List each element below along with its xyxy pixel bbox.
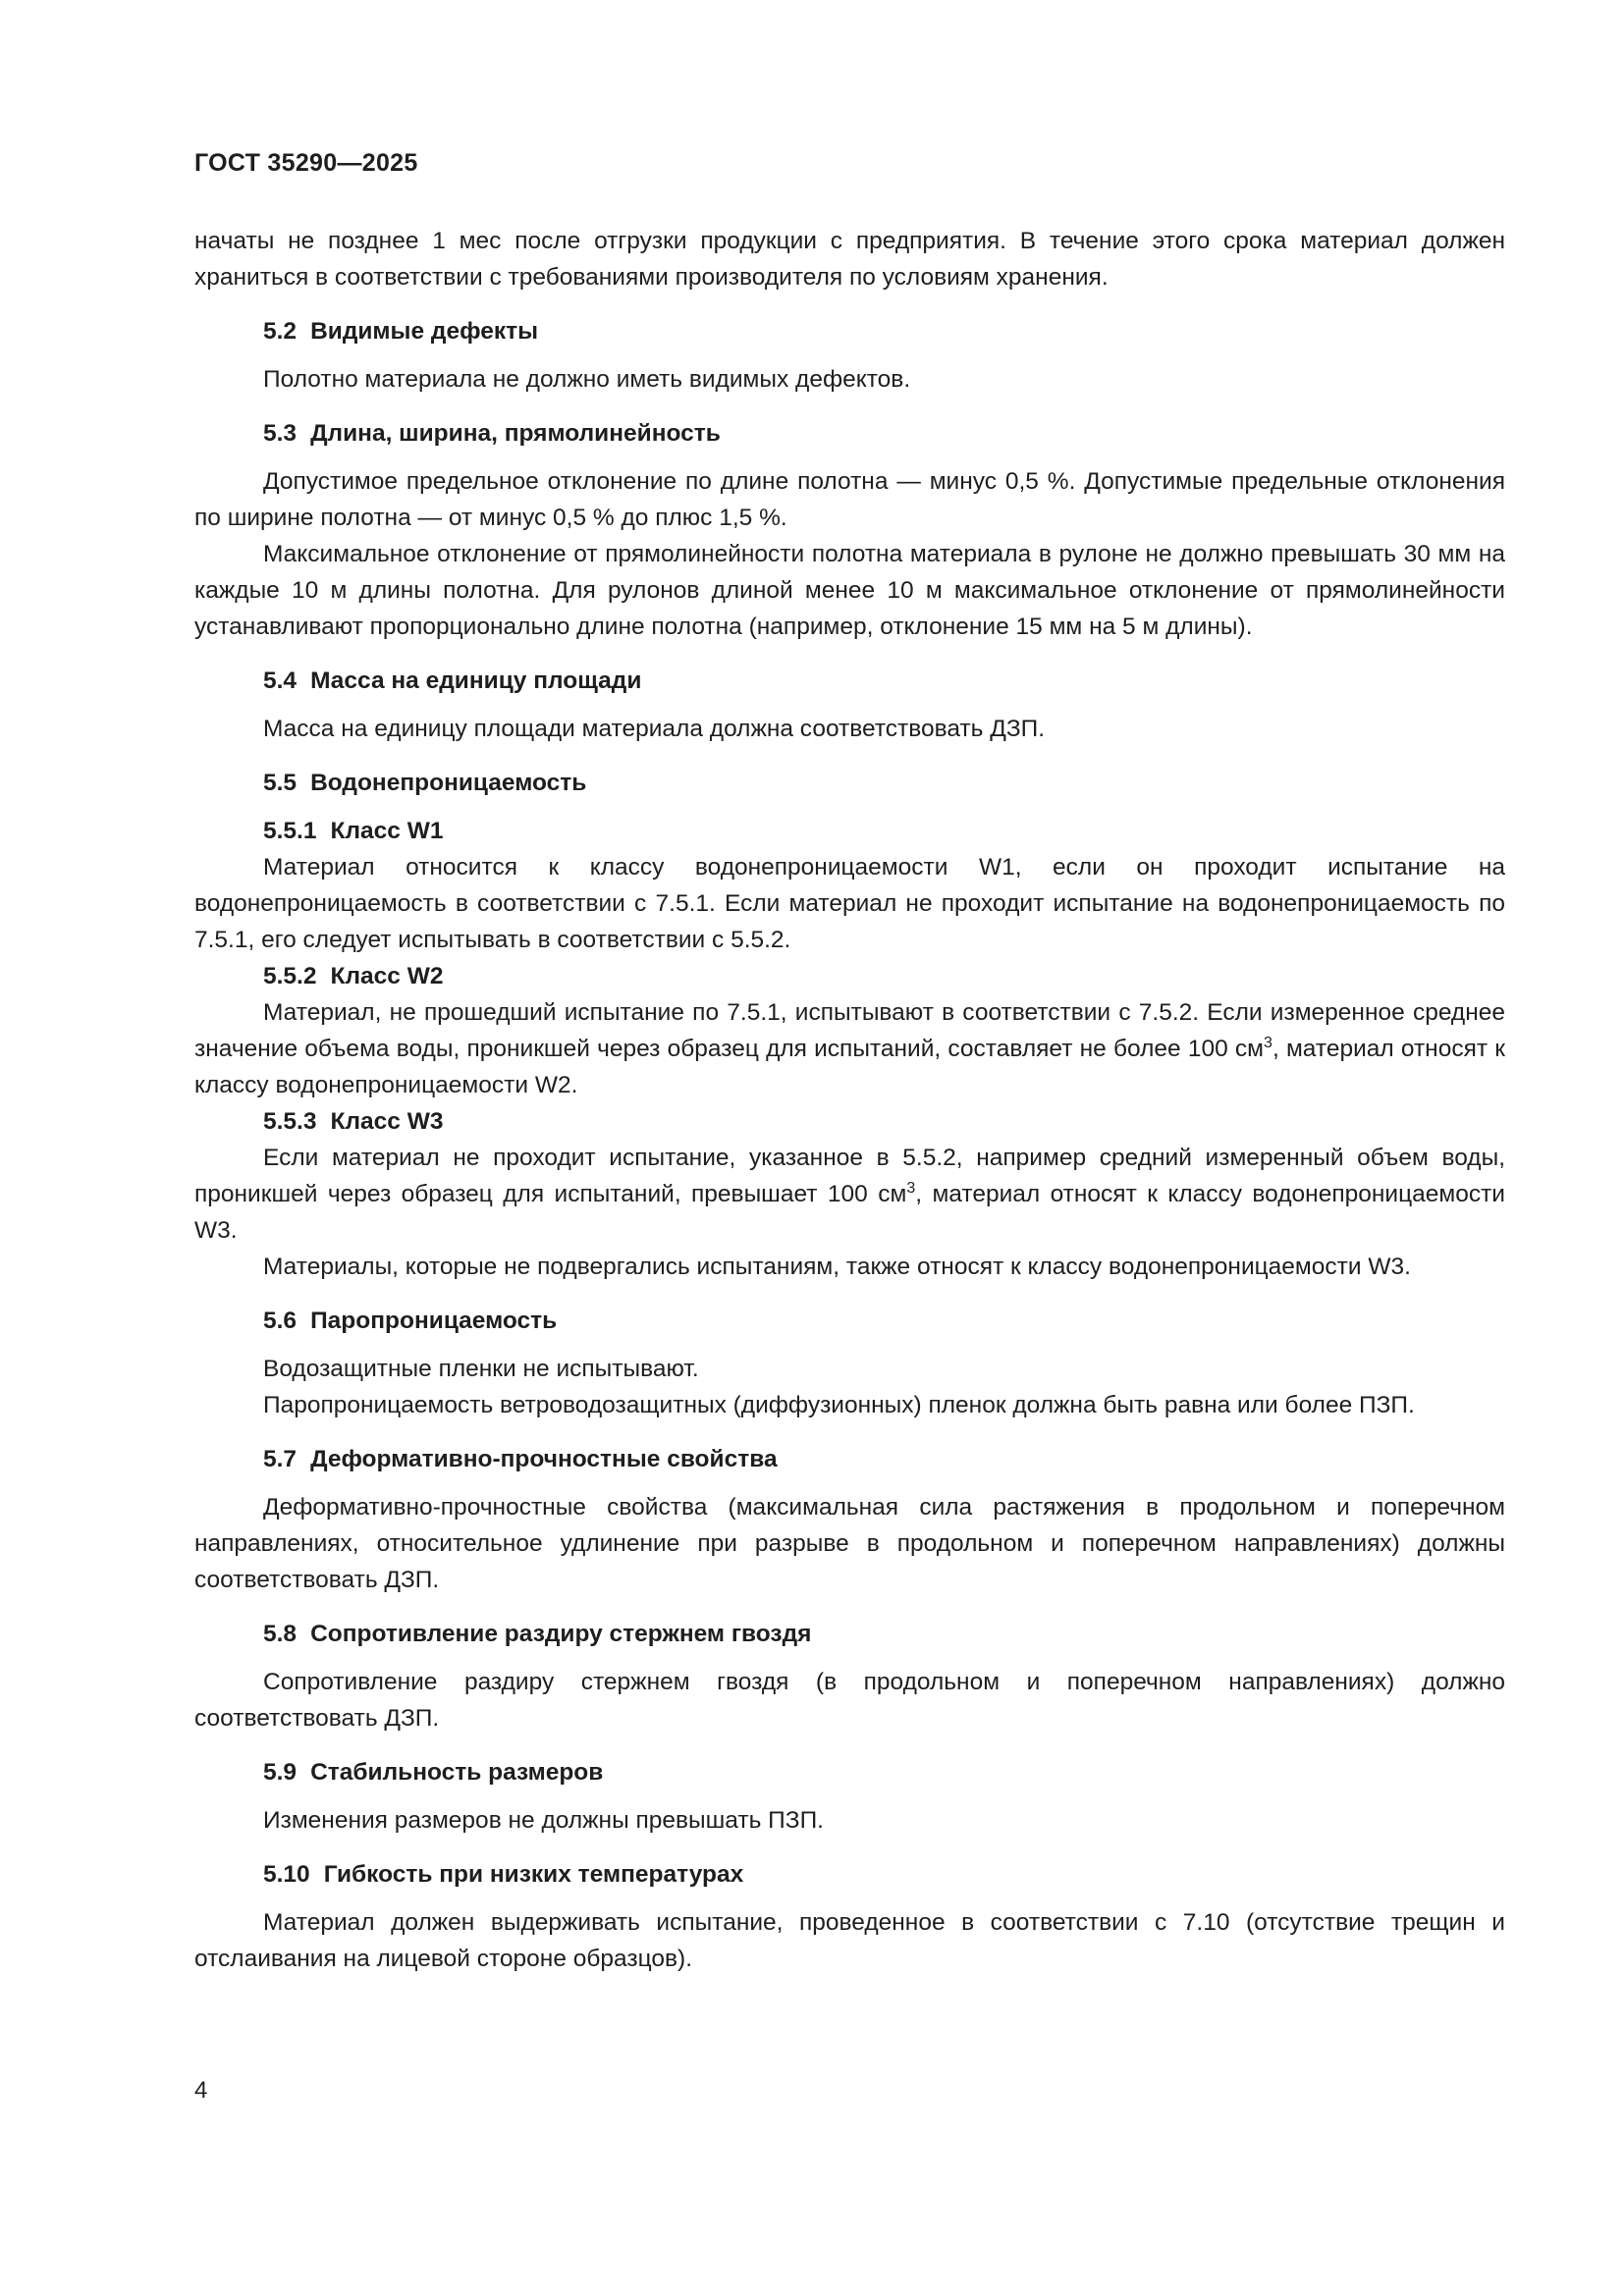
section-number: 5.5.2 — [263, 963, 317, 989]
section-title: Паропроницаемость — [310, 1308, 558, 1334]
paragraph: Деформативно-прочностные свойства (максимальная сила растяжения в продольном и поперечном направлениях, относительное удлинение при разрыве в продольном и поперечном направлениях) должны соответствовать ДЗП. — [194, 1494, 1505, 1593]
paragraph — [194, 1140, 1505, 1249]
section-number: 5.4 — [263, 667, 298, 694]
subsection-heading-5-5-2 — [194, 958, 1505, 994]
section-title: Класс W1 — [330, 818, 444, 844]
section-heading-5-3 — [194, 415, 1505, 452]
section-number: 5.5.1 — [263, 818, 317, 844]
section-heading-5-7 — [194, 1441, 1505, 1477]
section-heading-5-5 — [194, 765, 1505, 801]
section-title: Класс W3 — [330, 1108, 444, 1135]
paragraph-text: , материал относят к классу водонепроницаемости W3. — [194, 1181, 1505, 1244]
superscript: 3 — [906, 1179, 916, 1197]
paragraph-text: Материал, не прошедший испытание по 7.5.1, испытывают в соответствии с 7.5.2. Если измеренное среднее значение объема воды, проникшей через образец для испытаний, составляет не более 100 см — [194, 999, 1505, 1062]
paragraph: Изменения размеров не должны превышать ПЗП. — [263, 1807, 824, 1834]
paragraph: Масса на единицу площади материала должна соответствовать ДЗП. — [263, 716, 1046, 742]
subsection-heading-5-5-3 — [194, 1103, 1505, 1140]
superscript: 3 — [1264, 1034, 1272, 1051]
section-title: Гибкость при низких температурах — [323, 1861, 744, 1888]
paragraph: Допустимое предельное отклонение по длине полотна — минус 0,5 %. Допустимые предельные отклонения по ширине полотна — от минус 0,5 % до плюс 1,5 %. — [194, 468, 1505, 531]
paragraph: Полотно материала не должно иметь видимых дефектов. — [263, 366, 911, 393]
section-heading-5-8 — [194, 1616, 1505, 1652]
section-number: 5.5 — [263, 770, 298, 796]
paragraph: Материал должен выдерживать испытание, проведенное в соответствии с 7.10 (отсутствие трещин и отслаивания на лицевой стороне образцов). — [194, 1909, 1505, 1972]
intro-paragraph: начаты не позднее 1 мес после отгрузки продукции с предприятия. В течение этого срока материал должен храниться в соответствии с требованиями производителя по условиям хранения. — [194, 228, 1505, 291]
section-heading-5-4 — [194, 663, 1505, 699]
paragraph: Сопротивление раздиру стержнем гвоздя (в продольном и поперечном направлениях) должно соответствовать ДЗП. — [194, 1669, 1505, 1732]
paragraph-text: Если материал не проходит испытание, указанное в 5.5.2, например средний измеренный объем воды, проникшей через образец для испытаний, превышает 100 см — [194, 1145, 1505, 1207]
section-title: Деформативно-прочностные свойства — [310, 1446, 778, 1472]
section-heading-5-6 — [194, 1303, 1505, 1339]
section-heading-5-10 — [194, 1856, 1505, 1893]
section-number: 5.8 — [263, 1621, 298, 1647]
section-title: Длина, ширина, прямолинейность — [310, 420, 721, 447]
section-number: 5.9 — [263, 1759, 298, 1786]
paragraph — [194, 994, 1505, 1103]
paragraph: Водозащитные пленки не испытывают. — [263, 1356, 699, 1382]
section-title: Стабильность размеров — [310, 1759, 604, 1786]
document-header: ГОСТ 35290—2025 — [194, 149, 418, 177]
section-number: 5.3 — [263, 420, 298, 447]
paragraph: Максимальное отклонение от прямолинейности полотна материала в рулоне не должно превышать 30 мм на каждые 10 м длины полотна. Для рулонов длиной менее 10 м максимальное отклонение от прямолинейности устанавливают пропорционально длине полотна (например, отклонение 15 мм на 5 м длины). — [194, 541, 1505, 640]
subsection-heading-5-5-1 — [194, 813, 1505, 849]
section-number: 5.10 — [263, 1861, 310, 1888]
paragraph: Паропроницаемость ветроводозащитных (диффузионных) пленок должна быть равна или более ПЗП. — [263, 1392, 1415, 1418]
document-body — [194, 223, 1505, 1977]
section-title: Сопротивление раздиру стержнем гвоздя — [310, 1621, 812, 1647]
paragraph-text: , материал относят к классу водонепроницаемости W2. — [194, 1036, 1505, 1098]
section-title: Класс W2 — [330, 963, 444, 989]
section-heading-5-2 — [194, 313, 1505, 349]
page-number: 4 — [194, 2077, 208, 2104]
section-title: Видимые дефекты — [310, 318, 539, 345]
section-title: Водонепроницаемость — [310, 770, 587, 796]
section-number: 5.5.3 — [263, 1108, 317, 1135]
paragraph: Материал относится к классу водонепроницаемости W1, если он проходит испытание на водонепроницаемость в соответствии с 7.5.1. Если материал не проходит испытание на водонепроницаемость по 7.5.1, его следует испытывать в соответствии с 5.5.2. — [194, 854, 1505, 953]
section-number: 5.6 — [263, 1308, 298, 1334]
section-number: 5.2 — [263, 318, 298, 345]
section-title: Масса на единицу площади — [310, 667, 642, 694]
paragraph: Материалы, которые не подвергались испытаниям, также относят к классу водонепроницаемости W3. — [263, 1254, 1411, 1280]
section-heading-5-9 — [194, 1754, 1505, 1790]
section-number: 5.7 — [263, 1446, 298, 1472]
